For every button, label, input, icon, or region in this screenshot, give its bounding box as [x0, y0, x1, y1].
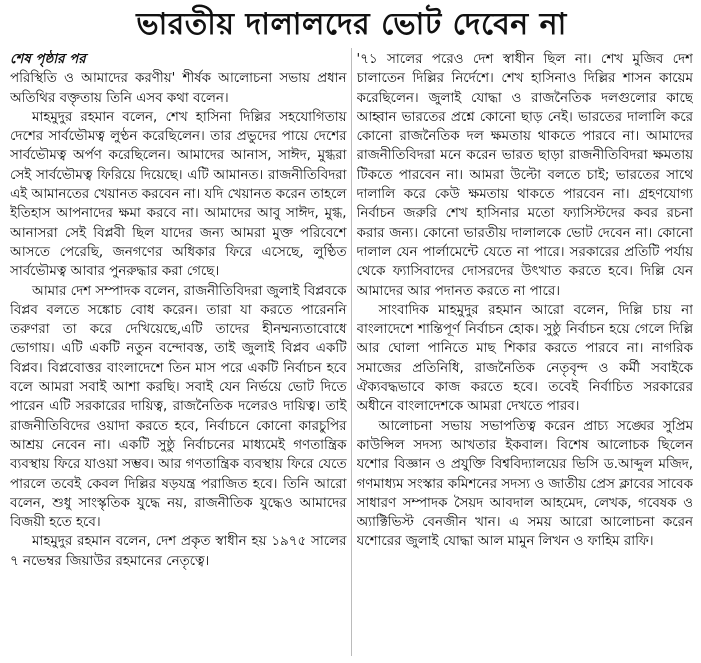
- paragraph: আলোচনা সভায় সভাপতিত্ব করেন প্রাচ্য সঙ্ঘের সুপ্রিম কাউন্সিল সদস্য আখতার ইকবাল। বিশেষ আলোচক ছিলেন যশোর বিজ্ঞান ও প্রযুক্তি বিশ্ববিদ্যালয়ের ভিসি ড.আব্দুল মজিদ, গণমাধ্যম সংস্কার কমিশনের সদস্য ও জাতীয় প্রেস ক্লাবের সাবেক সাধারণ সম্পাদক সৈয়দ আবদাল আহমেদ, লেখক, গবেষক ও অ্যাক্টিভিস্ট বেনজীন খান। এ সময় আরো আলোচনা করেন যশোরের জুলাই যোদ্ধা আল মামুন লিখন ও ফাহিম রাফি।: [356, 418, 693, 550]
- left-column: [10, 50, 347, 662]
- column-divider: [351, 48, 352, 656]
- continuation-kicker: শেষ পৃষ্ঠার পর: [10, 52, 86, 67]
- right-column: [357, 50, 694, 662]
- paragraph: মাহমুদুর রহমান বলেন, দেশ প্রকৃত স্বাধীন হয় ১৯৭৫ সালের ৭ নভেম্বর জিয়াউর রহমানের নেতৃত্বে।: [10, 534, 347, 569]
- paragraph: '৭১ সালের পরেও দেশ স্বাধীন ছিল না। শেখ মুজিব দেশ চালাতেন দিল্লির নির্দেশে। শেখ হাসিনাও দিল্লির শাসন কায়েম করেছিলেন। জুলাই যোদ্ধা ও রাজনৈতিক দলগুলোর কাছে আহ্বান ভারতের প্রশ্নে কোনো ছাড় নেই। ভারতের দালালি করে কোনো রাজনৈতিক দল ক্ষমতায় থাকতে পারবে না। আমাদের রাজনীতিবিদরা মনে করেন ভারত ছাড়া রাজনীতিবিদরা ক্ষমতায় টিকতে পারবেন না। আমরা উল্টো বলতে চাই; ভারতের সাথে দালালি করে কেউ ক্ষমতায় থাকতে পারবেন না। গ্রহণযোগ্য নির্বাচন জরুরি শেখ হাসিনার মতো ফ্যাসিস্টদের কবর রচনা করার জন্য। কোনো ভারতীয় দালালকে ভোট দেবেন না। কোনো দালাল যেন পার্লামেন্টে যেতে না পারে। সরকারের প্রতিটি পর্যায় থেকে ফ্যাসিবাদের দোসরদের উৎখাত করতে হবে। দিল্লি যেন আমাদের আর পদানত করতে না পারে।: [356, 52, 693, 299]
- paragraph: সাংবাদিক মাহমুদুর রহমান আরো বলেন, দিল্লি চায় না বাংলাদেশে শান্তিপূর্ণ নির্বাচন হোক। সুষ্ঠু নির্বাচন হয়ে গেলে দিল্লি আর ঘোলা পানিতে মাছ শিকার করতে পারবে না। নাগরিক সমাজের প্রতিনিধি, রাজনৈতিক নেতৃবৃন্দ ও কর্মী সবাইকে ঐক্যবদ্ধভাবে কাজ করতে হবে। তবেই নির্বাচিত সরকারের অধীনে বাংলাদেশকে আমরা দেখতে পারব।: [356, 302, 693, 415]
- paragraph: পরিস্থিতি ও আমাদের করণীয়' শীর্ষক আলোচনা সভায় প্রধান অতিথির বক্তৃতায় তিনি এসব কথা বলেন।: [10, 71, 347, 106]
- article-body: [10, 50, 693, 662]
- paragraph: আমার দেশ সম্পাদক বলেন, রাজনীতিবিদরা জুলাই বিপ্লবকে বিপ্লব বলতে সঙ্কোচ বোধ করেন। তারা যা করতে পারেননি তরুণরা তা করে দেখিয়েছে,এটি তাদের হীনম্মন্যতাবোধে ভোগায়। এটি একটি নতুন বন্দোবস্ত, তাই জুলাই বিপ্লব একটি বিপ্লব। বিপ্লবোত্তর বাংলাদেশে তিন মাস পরে একটি নির্বাচন হবে বলে আমরা সবাই আশা করছি। সবাই যেন নির্ভয়ে ভোট দিতে পারেন এটি সরকারের দায়িত্ব, রাজনৈতিক দলেরও দায়িত্ব। তাই রাজনীতিবিদের ওয়াদা করতে হবে, নির্বাচনে কোনো কারচুপির আশ্রয় নেবেন না। একটি সুষ্ঠু নির্বাচনের মাধ্যমেই গণতান্ত্রিক ব্যবস্থায় ফিরে যাওয়া সম্ভব। আর গণতান্ত্রিক ব্যবস্থায় ফিরে যেতে পারলে তবেই কেবল দিল্লির ষড়যন্ত্র পরাজিত হবে। তিনি আরো বলেন, শুধু সাংস্কৃতিক যুদ্ধে নয়, রাজনীতিক যুদ্ধেও আমাদের বিজয়ী হতে হবে।: [10, 283, 347, 531]
- headline: ভারতীয় দালালদের ভোট দেবেন না: [136, 7, 567, 42]
- paragraph: মাহমুদুর রহমান বলেন, শেখ হাসিনা দিল্লির সহযোগিতায় দেশের সার্বভৌমত্ব লুণ্ঠন করেছিলেন। তার প্রভুদের পায়ে দেশের সার্বভৌমত্ব অর্পণ করেছিলেন। আমাদের আনাস, সাঈদ, মুগ্ধরা সেই সার্বভৌমত্ব ফিরিয়ে দিয়েছে। এটি আমানত। রাজনীতিবিদরা এই আমানতের খেয়ানত করবেন না। যদি খেয়ানত করেন তাহলে ইতিহাস আপনাদের ক্ষমা করবে না। আমাদের আবু সাঈদ, মুগ্ধ, আনাসরা সেই বিপ্লবী ছিল যাদের জন্য আমরা মুক্ত পরিবেশে আসতে পেরেছি, জনগণের অধিকার ফিরে এসেছে, লুণ্ঠিত সার্বভৌমত্ব আবার পুনরুদ্ধার করা গেছে।: [10, 109, 347, 280]
